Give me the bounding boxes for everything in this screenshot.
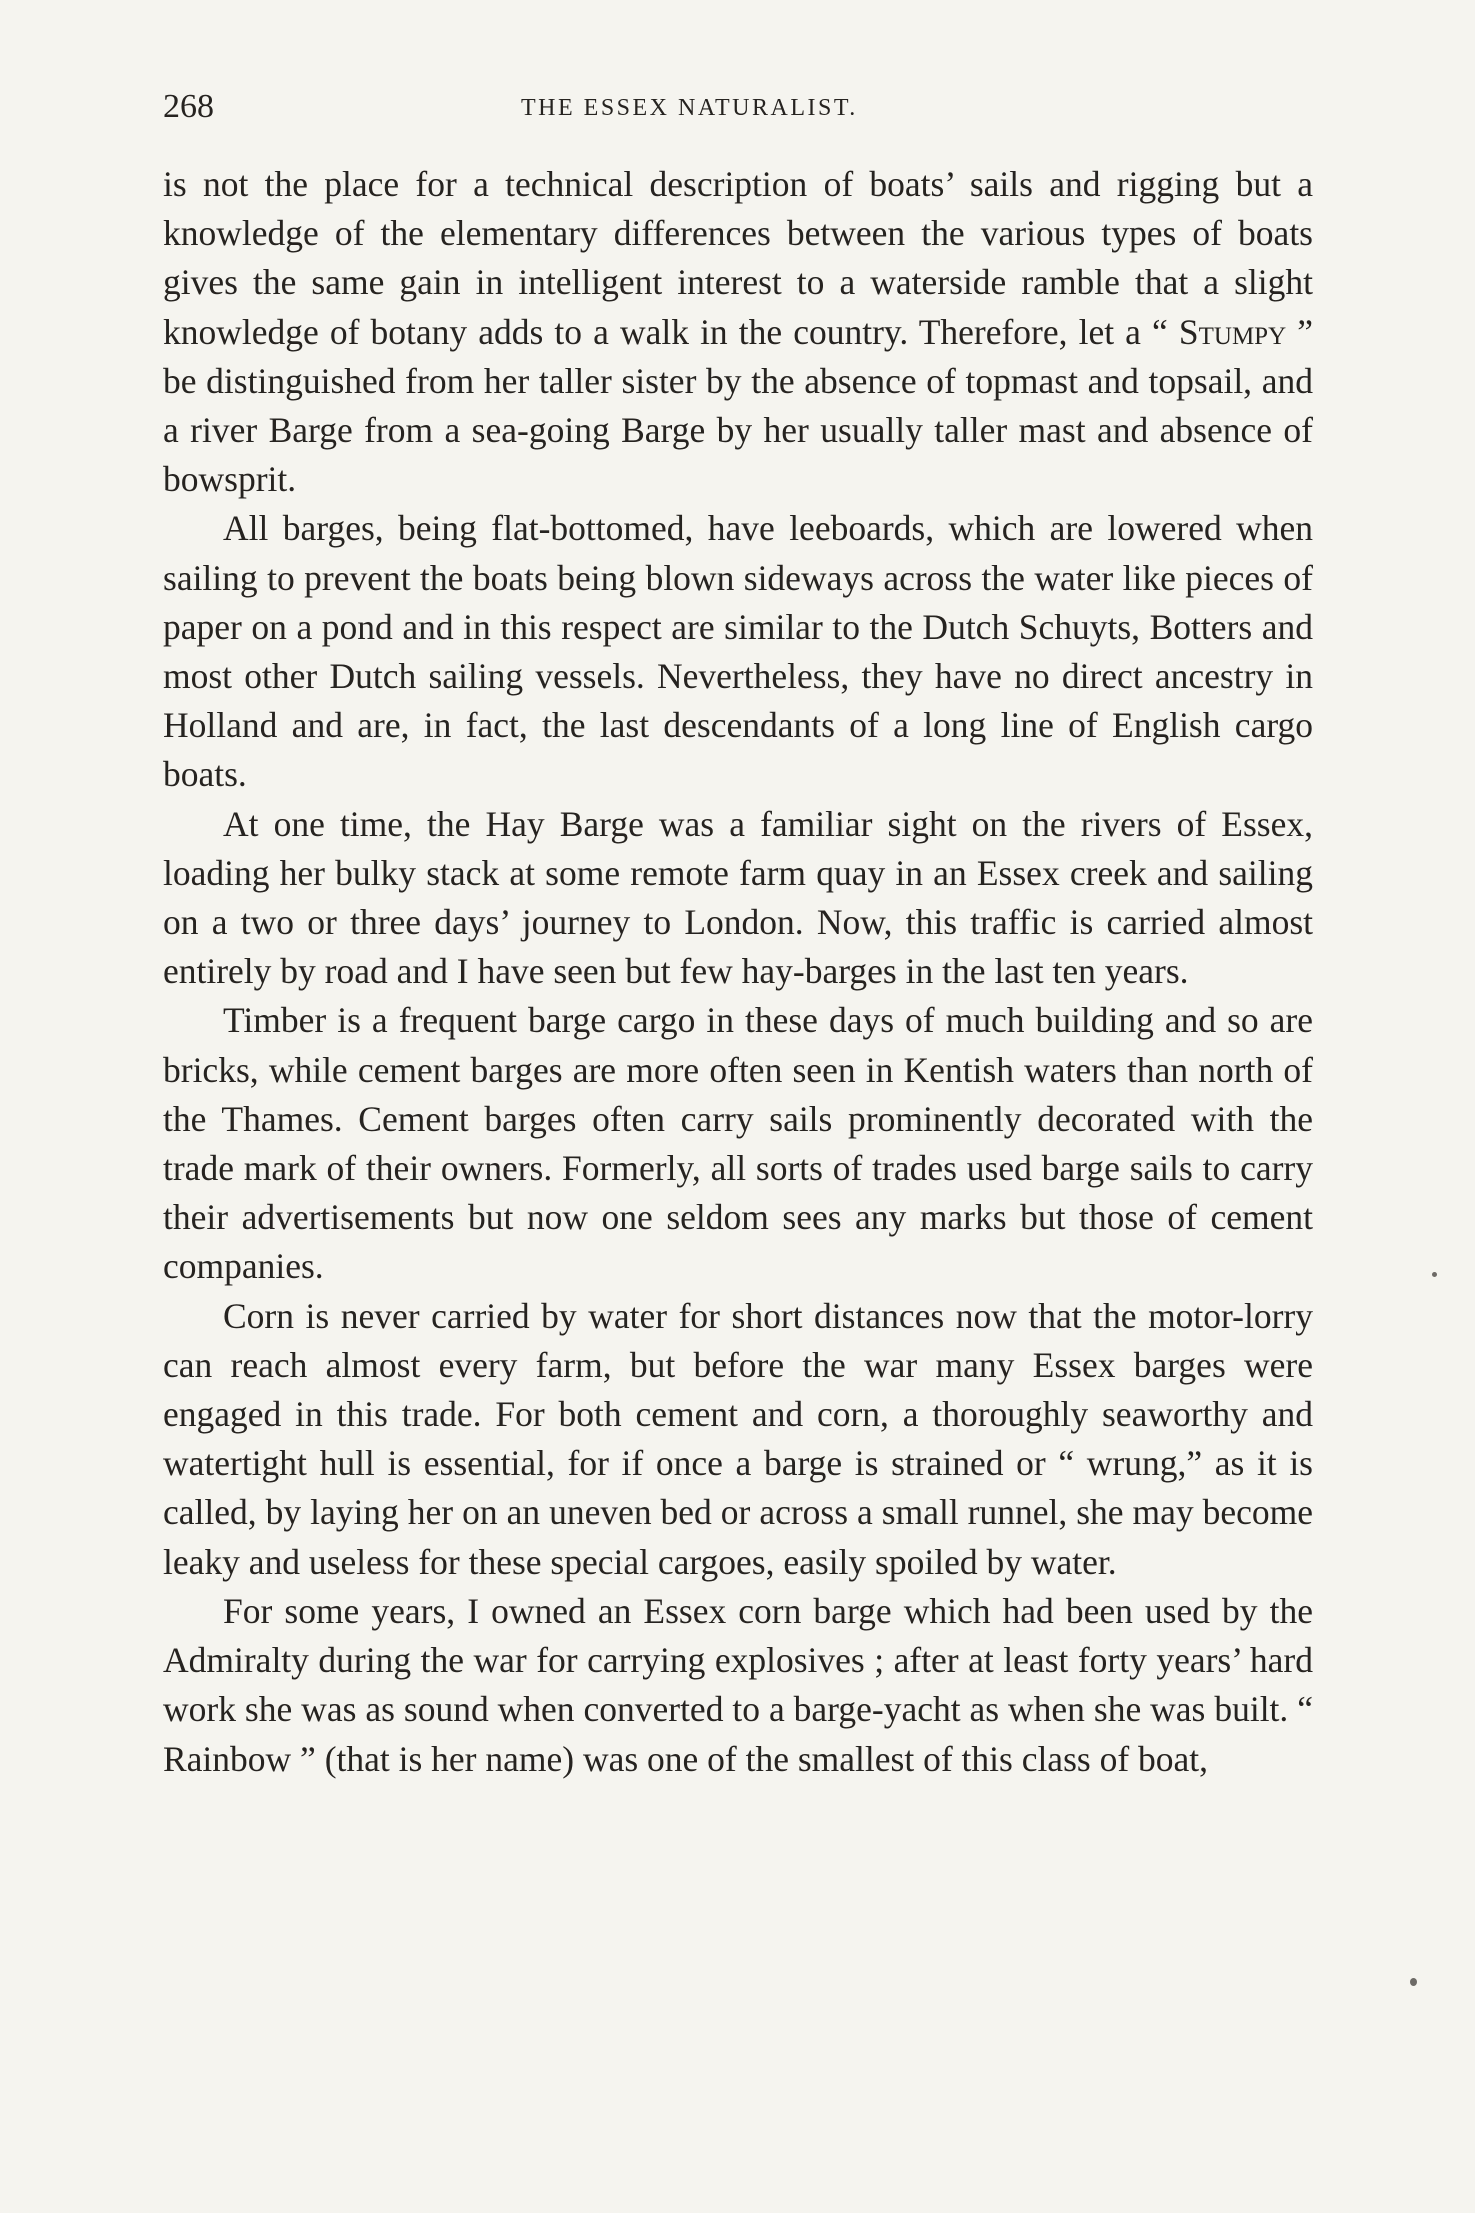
paragraph-leeboards: All barges, being flat-bottomed, have leeboards, which are lowered when sailing to prevent the boats being blown sideways across the water like pieces of paper on a pond and in this respect are similar to the Dutch Schuyts, Botters and most other Dutch sailing vessels. Nevertheless, they have no direct ancestry in Holland and are, in fact, the last descendants of a long line of English cargo boats. — [163, 508, 1313, 795]
body-text — [163, 160, 1313, 1784]
stumpy-small-caps: Stumpy — [1178, 311, 1287, 352]
paper-speck — [1410, 1978, 1417, 1986]
paragraph-boat-types — [163, 160, 1313, 504]
paragraph-text: ” be distinguished from her taller sister by the absence of topmast and topsail, and a river Barge from a sea-going Barge by her usually taller mast and absence of bowsprit. — [163, 311, 1313, 500]
paper-speck — [1432, 1272, 1437, 1277]
page-number: 268 — [163, 88, 214, 125]
paragraph-hay-barge: At one time, the Hay Barge was a familiar sight on the rivers of Essex, loading her bulky stack at some remote farm quay in an Essex creek and sailing on a two or three days’ journey to London. Now, this traffic is carried almost entirely by road and I have seen but few hay-barges in the last ten years. — [163, 803, 1313, 992]
page-header — [163, 84, 1313, 130]
paragraph-timber-cement: Timber is a frequent barge cargo in these days of much building and so are bricks, while cement barges are more often seen in Kentish waters than north of the Thames. Cement barges often carry sails prominently decorated with the trade mark of their owners. Formerly, all sorts of trades used barge sails to carry their advertisements but now one seldom sees any marks but those of cement companies. — [163, 1000, 1313, 1287]
running-head: THE ESSEX NATURALIST. — [521, 95, 858, 121]
paragraph-rainbow: For some years, I owned an Essex corn barge which had been used by the Admiralty during the war for carrying explosives ; after at least forty years’ hard work she was as sound when converted to a barge-yacht as when she was built. “ Rainbow ” (that is her name) was one of the smallest of this class of boat, — [163, 1590, 1313, 1779]
paragraph-text: is not the place for a technical description of boats’ sails and rigging but a knowledge of the elementary differences between the various types of boats gives the same gain in intelligent interest to a waterside ramble that a slight knowledge of botany adds to a walk in the country. Therefore, let a “ — [163, 164, 1313, 352]
paragraph-corn: Corn is never carried by water for short distances now that the motor-lorry can reach almost every farm, but before the war many Essex barges were engaged in this trade. For both cement and corn, a thoroughly seaworthy and watertight hull is essential, for if once a barge is strained or “ wrung,” as it is called, by laying her on an uneven bed or across a small runnel, she may become leaky and useless for these special cargoes, easily spoiled by water. — [163, 1295, 1313, 1582]
